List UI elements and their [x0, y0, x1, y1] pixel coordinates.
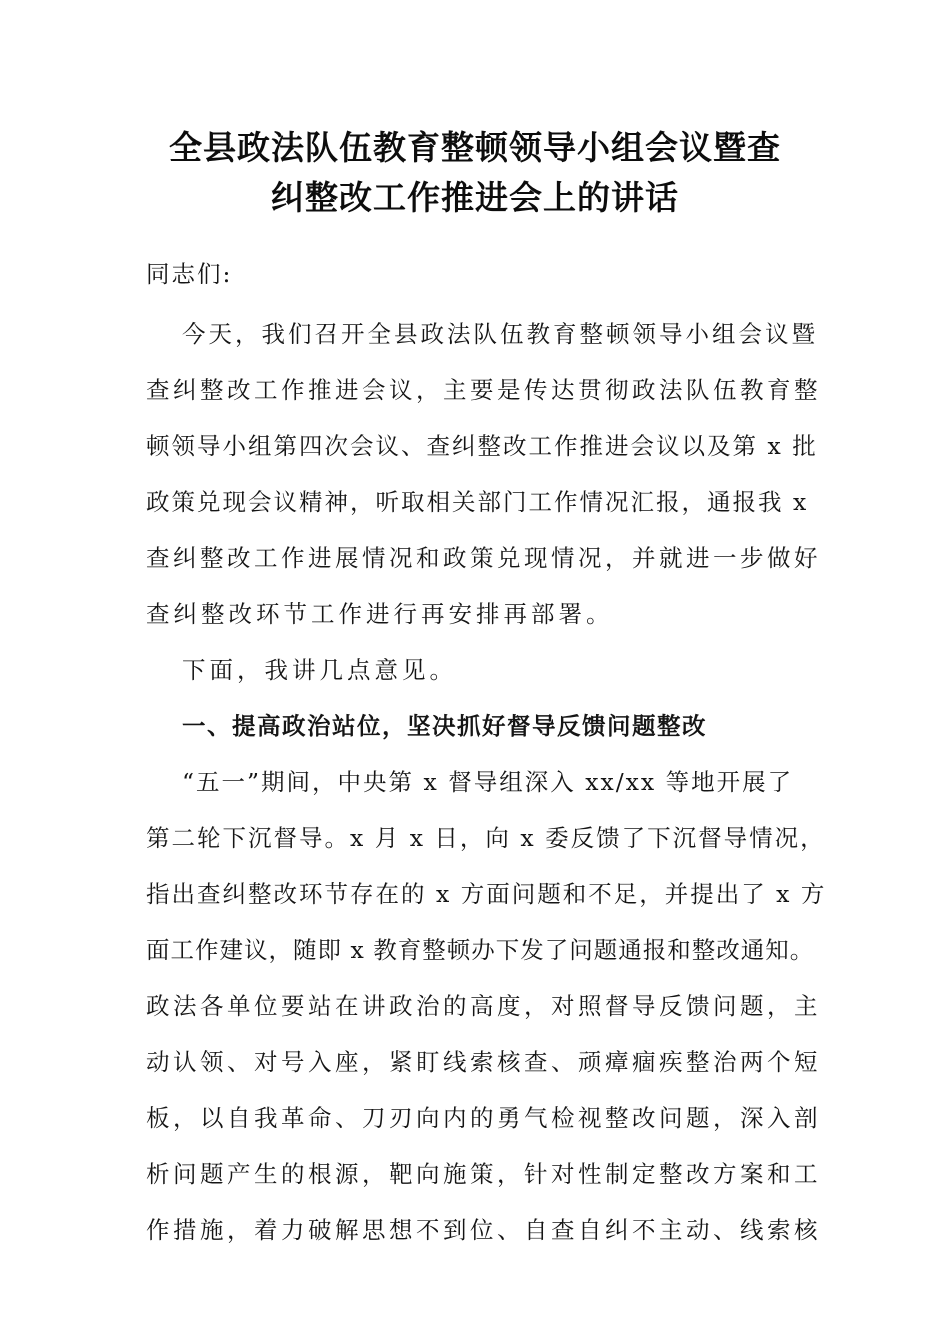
- paragraph-3-line-8: 析问题产生的根源，靶向施策，针对性制定整改方案和工: [146, 1160, 821, 1188]
- document-title-line-1: 全县政法队伍教育整顿领导小组会议暨查: [169, 128, 781, 167]
- paragraph-3-line-1: “五一”期间，中央第 x 督导组深入 xx/xx 等地开展了: [182, 768, 794, 796]
- paragraph-3-line-4: 面工作建议，随即 x 教育整顿办下发了问题通报和整改通知。: [146, 936, 815, 964]
- paragraph-2: 下面，我讲几点意见。: [182, 656, 457, 684]
- paragraph-1-line-1: 今天，我们召开全县政法队伍教育整顿领导小组会议暨: [182, 320, 818, 348]
- salutation: 同志们:: [146, 260, 233, 288]
- paragraph-1-line-6: 查纠整改环节工作进行再安排再部署。: [146, 600, 614, 628]
- paragraph-3-line-6: 动认领、对号入座，紧盯线索核查、顽瘴痼疾整治两个短: [146, 1048, 821, 1076]
- paragraph-3-line-7: 板，以自我革命、刀刃向内的勇气检视整改问题，深入剖: [146, 1104, 821, 1132]
- paragraph-3-line-9: 作措施，着力破解思想不到位、自查自纠不主动、线索核: [146, 1216, 821, 1244]
- paragraph-3-line-5: 政法各单位要站在讲政治的高度，对照督导反馈问题，主: [146, 992, 821, 1020]
- paragraph-3-line-2: 第二轮下沉督导。x 月 x 日，向 x 委反馈了下沉督导情况，: [146, 824, 826, 852]
- paragraph-1-line-2: 查纠整改工作推进会议，主要是传达贯彻政法队伍教育整: [146, 376, 821, 404]
- document-title-line-2: 纠整改工作推进会上的讲话: [271, 178, 679, 217]
- paragraph-1-line-4: 政策兑现会议精神，听取相关部门工作情况汇报，通报我 x: [146, 488, 809, 516]
- paragraph-3-line-3: 指出查纠整改环节存在的 x 方面问题和不足，并提出了 x 方: [146, 880, 827, 908]
- paragraph-1-line-5: 查纠整改工作进展情况和政策兑现情况，并就进一步做好: [146, 544, 821, 572]
- section-1-heading: 一、提高政治站位，坚决抓好督导反馈问题整改: [182, 712, 707, 740]
- paragraph-1-line-3: 顿领导小组第四次会议、查纠整改工作推进会议以及第 x 批: [146, 432, 818, 460]
